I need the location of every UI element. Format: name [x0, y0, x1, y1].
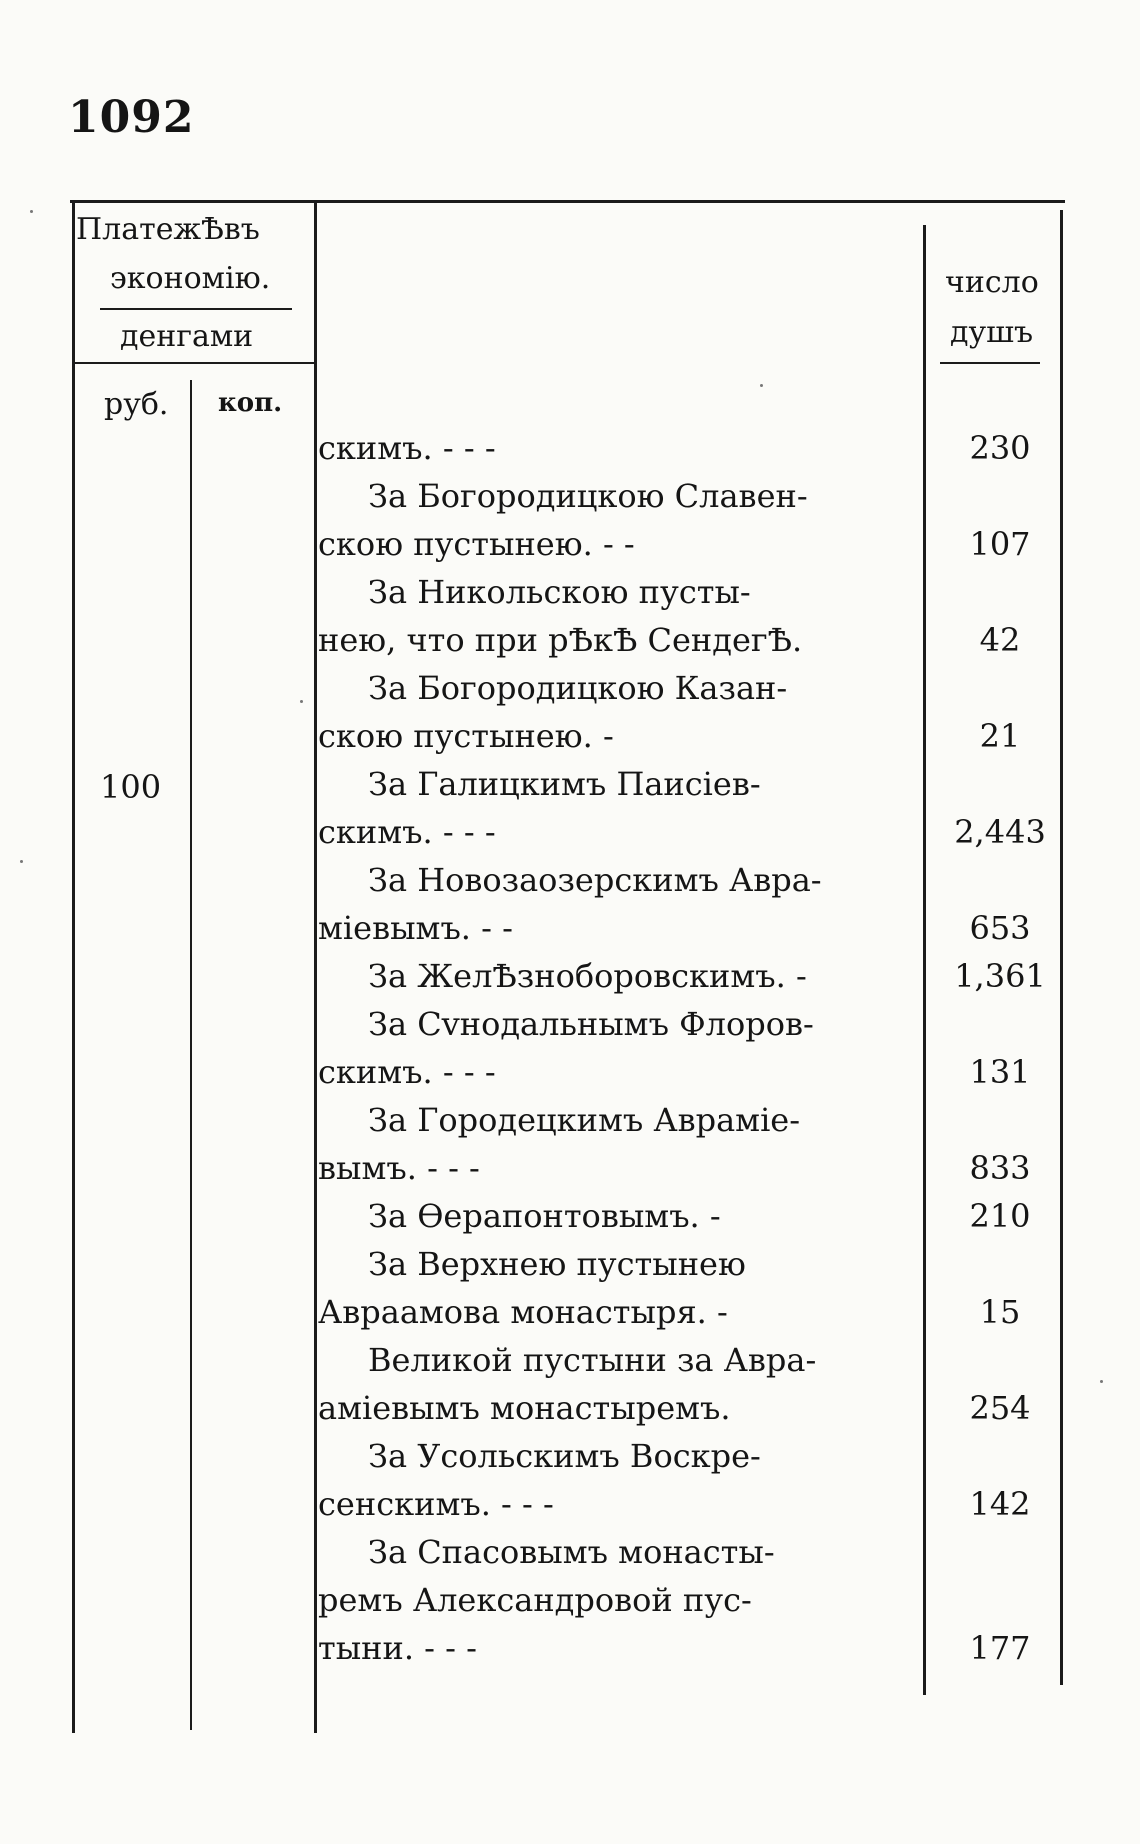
table-row: [318, 424, 918, 472]
row-text: Авраамова монастыря. -: [318, 1293, 728, 1331]
table-row: [318, 1336, 918, 1432]
row-souls: 2,443: [954, 813, 1046, 851]
table-right-rule: [1060, 210, 1063, 1685]
row-text: вымъ. - - -: [318, 1149, 480, 1187]
row-text: За Новозаозерскимъ Авра-: [368, 861, 822, 899]
table-left-rule: [72, 203, 75, 1733]
row-text: За Усольскимъ Воскре-: [368, 1437, 761, 1475]
table-row: [318, 1528, 918, 1672]
table-row: [318, 1432, 918, 1528]
row-text: скимъ. - - -: [318, 813, 496, 851]
scan-speck: [760, 384, 763, 387]
row-souls: 21: [979, 717, 1021, 755]
scan-speck: [20, 860, 23, 863]
row-text: За Спасовымъ монасты-: [368, 1533, 775, 1571]
row-text: скимъ. - - -: [318, 1053, 496, 1091]
row-souls: 653: [969, 909, 1031, 947]
row-souls: 42: [979, 621, 1021, 659]
row-souls: 131: [969, 1053, 1031, 1091]
row-text: нею, что при рѢкѢ СендегѢ.: [318, 621, 803, 659]
header-payments-line2: экономію.: [110, 261, 271, 296]
header-rub: руб.: [104, 387, 169, 422]
header-underline-money: [72, 362, 314, 364]
row-souls: 1,361: [954, 957, 1046, 995]
row-souls: 230: [969, 429, 1031, 467]
column-divider-money-text: [314, 203, 317, 1733]
row-text: За Ѳерапонтовымъ. -: [368, 1197, 721, 1235]
scan-speck: [1100, 1380, 1103, 1383]
row-text: скою пустынею. - -: [318, 525, 635, 563]
row-text: За Богородицкою Казан-: [368, 669, 788, 707]
row-souls: 15: [979, 1293, 1021, 1331]
header-souls-line2: душъ: [950, 315, 1034, 350]
table-top-rule: [70, 200, 1065, 203]
table-row: [318, 1240, 918, 1336]
header-underline-souls: [940, 362, 1040, 364]
row-text: За Богородицкою Славен-: [368, 477, 808, 515]
row-text: Великой пустыни за Авра-: [368, 1341, 817, 1379]
row-souls: 107: [969, 525, 1031, 563]
row-text: сенскимъ. - - -: [318, 1485, 554, 1523]
row-souls: 177: [969, 1629, 1031, 1667]
rub-amount: 100: [100, 768, 162, 806]
row-souls: 254: [969, 1389, 1031, 1427]
row-text: тыни. - - -: [318, 1629, 477, 1667]
page-number: 1092: [68, 92, 195, 143]
row-souls: 142: [969, 1485, 1031, 1523]
table-row: [318, 568, 918, 664]
header-souls-line1: число: [945, 265, 1039, 300]
scan-speck: [30, 210, 33, 213]
row-text: За Сvнодальнымъ Флоров-: [368, 1005, 814, 1043]
row-text: За Верхнею пустынею: [368, 1245, 746, 1283]
row-text: За Никольскою пусты-: [368, 573, 751, 611]
table-row: [318, 664, 918, 760]
table-row: [318, 760, 918, 856]
header-money: денгами: [120, 319, 254, 354]
column-divider-rub-kop: [190, 380, 192, 1730]
row-text: За ЖелѢзноборовскимъ. -: [368, 957, 807, 995]
header-payments-line1: ПлатежѢвъ: [76, 212, 260, 247]
table-row: [318, 472, 918, 568]
table-row: [318, 1096, 918, 1192]
column-divider-text-souls: [923, 225, 926, 1695]
row-text: скимъ. - - -: [318, 429, 496, 467]
header-underline-economy: [100, 308, 292, 310]
row-text: За Галицкимъ Паисіев-: [368, 765, 761, 803]
table-row: [318, 1192, 918, 1240]
table-row: [318, 1000, 918, 1096]
row-souls: 833: [969, 1149, 1031, 1187]
row-text: За Городецкимъ Авраміе-: [368, 1101, 801, 1139]
row-text: скою пустынею. -: [318, 717, 614, 755]
row-text: аміевымъ монастыремъ.: [318, 1389, 731, 1427]
row-text: ремъ Александровой пус-: [318, 1581, 752, 1619]
table-row: [318, 856, 918, 952]
header-kop: коп.: [218, 388, 283, 418]
row-text: міевымъ. - -: [318, 909, 513, 947]
row-souls: 210: [969, 1197, 1031, 1235]
scan-speck: [300, 700, 303, 703]
table-row: [318, 952, 918, 1000]
